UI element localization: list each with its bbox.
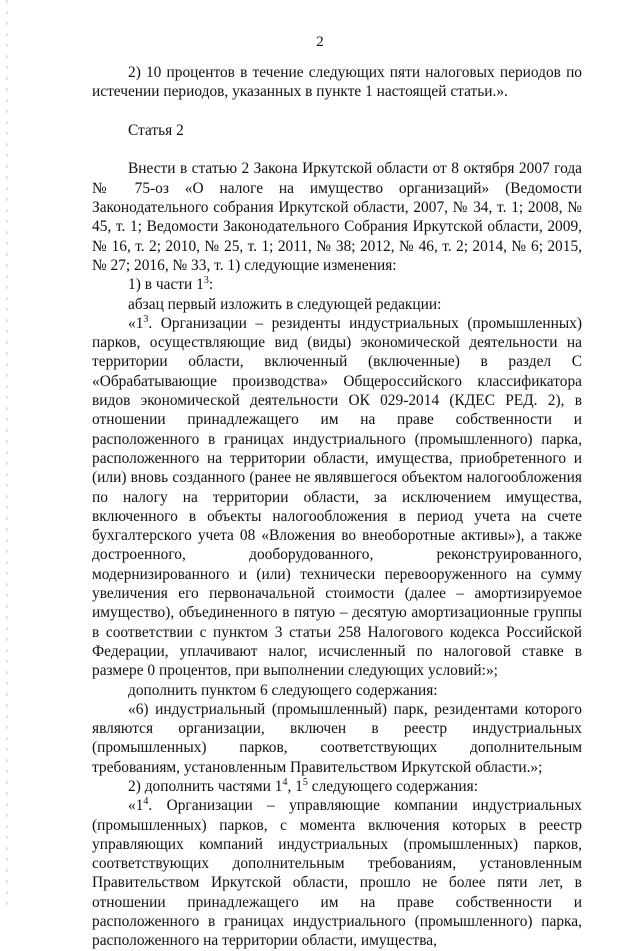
part-1-3-text: «$1^3$. Организации – резиденты индустриальных (промышленных) парков, осуществляющие вид (виды) экономической деятельности на территории области, включенный (включенные) в раздел С «Обрабатывающие производства» Общероссийского классификатора видов экономической деятельности ОК 029-2014 (КДЕС РЕД. 2), в отношении принадлежащего им на праве собственности и расположенного в границах индустриального (промышленного) парка, расположенного на территории области, имущества, приобретенного и (или) вновь созданного (ранее не являвшегося объектом налогообложения по налогу на территории области, за исключением имущества, включенного в объекты налогообложения в период учета на счете бухгалтерского учета 08 «Вложения во внеоборотные активы»), а также достроенного, дооборудованного, реконструированного, модернизированного и (или) технически перевооруженного на сумму увеличения его первоначальной стоимости (далее – амортизируемое имущество), объединенного в пятую – десятую амортизационные группы в соответствии с пунктом 3 статьи 258 Налогового кодекса Российской Федерации, уплачивают налог, исчисленный по налоговой ставке в размере 0 процентов, при выполнении следующих условий:»;: [92, 313, 583, 680]
blank-line: [92, 140, 582, 159]
blank-line: [92, 102, 582, 121]
item-6-text: «6) индустриальный (промышленный) парк, резидентами которого являются организации, включен в реестр индустриальных (промышленных) парков, соответствующих дополнительным требованиям, установленным Правительством Иркутской области.»;: [92, 700, 582, 776]
article-intro-paragraph: Внести в статью 2 Закона Иркутской области от 8 октября 2007 года № 75-оз «О налоге на имущество организаций» (Ведомости Законодательного собрания Иркутской области, 2007, № 34, т. 1; 2008, № 45, т. 1; Ведомости Законодательного Собрания Иркутской области, 2009, № 16, т. 2; 2010, № 25, т. 1; 2011, № 38; 2012, № 46, т. 2; 2014, № 6; 2015, № 27; 2016, № 33, т. 1) следующие изменения:: [92, 160, 582, 274]
amendment-1-addition: дополнить пунктом 6 следующего содержания:: [128, 681, 438, 699]
amendment-1-instruction: абзац первый изложить в следующей редакции:: [128, 295, 442, 313]
scan-edge-mark: [6, 0, 8, 905]
document-body: [92, 63, 582, 951]
article-heading: Статья 2: [128, 121, 184, 139]
part-1-4-text: «$1^4$. Организации – управляющие компании индустриальных (промышленных) парков, с момента включения которых в реестр управляющих компаний индустриальных (промышленных) парков, соответствующих дополнительным требованиям, установленным Правительством Иркутской области, прошло не более пяти лет, в отношении принадлежащего им на праве собственности и расположенного в границах индустриального (промышленного) парка, расположенного на территории области, имущества,: [92, 796, 582, 950]
amendment-1-heading: 1) в части $1^3$:: [128, 275, 214, 294]
amendment-2-heading: 2) дополнить частями $1^4$, $1^5$ следующего содержания:: [128, 776, 478, 795]
page-number: 2: [316, 34, 324, 50]
paragraph-item-2-end: 2) 10 процентов в течение следующих пяти налоговых периодов по истечении периодов, указанных в пункте 1 настоящей статьи.».: [92, 64, 582, 101]
